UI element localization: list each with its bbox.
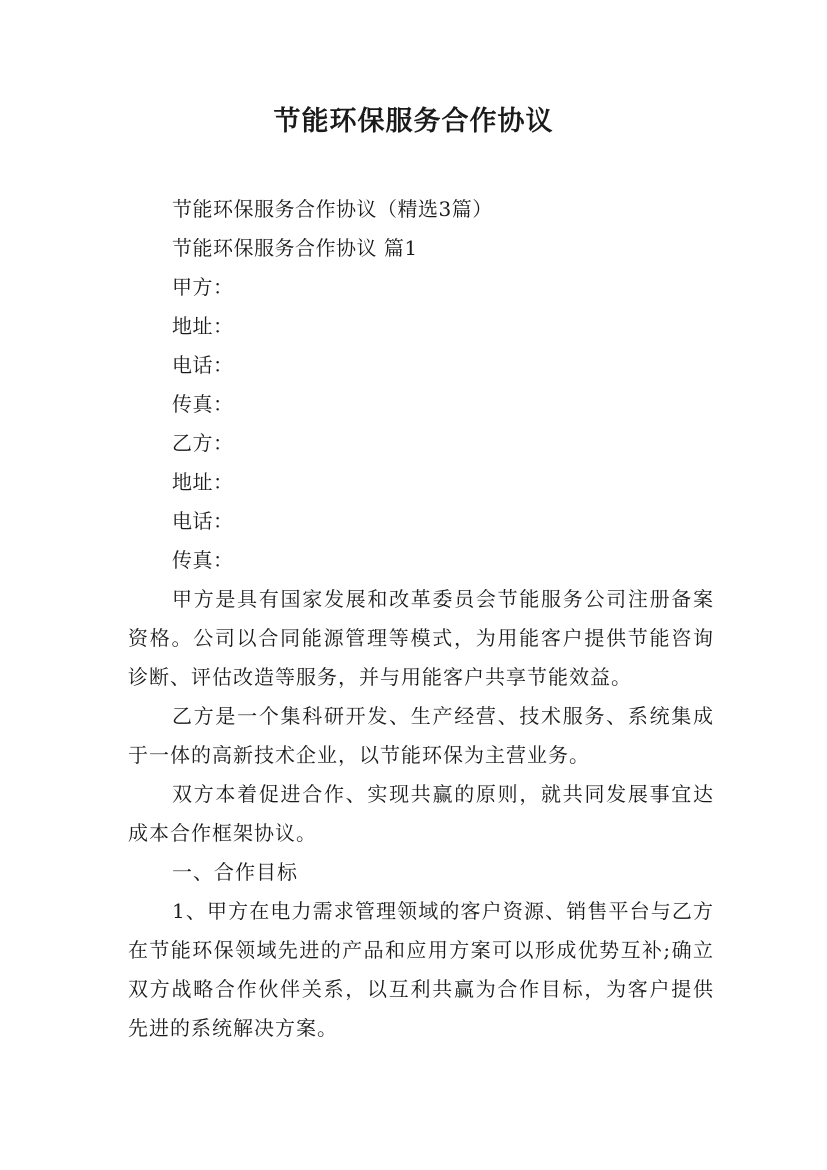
party-b-address-label: 地址： (172, 470, 234, 494)
heading-cooperation-goal: 一、合作目标 (172, 860, 298, 884)
subtitle-line: 节能环保服务合作协议（精选3篇） (172, 197, 493, 221)
party-a-address-label: 地址： (172, 314, 234, 338)
party-b-phone-label: 电话： (172, 509, 234, 533)
document-body (128, 190, 714, 1048)
party-a-label: 甲方： (172, 275, 234, 299)
party-b-label: 乙方： (172, 431, 234, 455)
section-heading: 节能环保服务合作协议 篇1 (172, 236, 418, 260)
party-a-phone-label: 电话： (172, 353, 234, 377)
paragraph-principle: 双方本着促进合作、实现共赢的原则，就共同发展事宜达成本合作框架协议。 (128, 782, 714, 845)
party-b-fax-label: 传真： (172, 548, 234, 572)
paragraph-party-b-intro: 乙方是一个集科研开发、生产经营、技术服务、系统集成于一体的高新技术企业，以节能环保为主营业务。 (128, 704, 714, 767)
paragraph-goal-1: 1、甲方在电力需求管理领域的客户资源、销售平台与乙方在节能环保领域先进的产品和应用方案可以形成优势互补;确立双方战略合作伙伴关系，以互利共赢为合作目标，为客户提供先进的系统解决方案。 (128, 899, 714, 1040)
party-a-fax-label: 传真： (172, 392, 234, 416)
document-title: 节能环保服务合作协议 (273, 106, 554, 137)
paragraph-party-a-intro: 甲方是具有国家发展和改革委员会节能服务公司注册备案资格。公司以合同能源管理等模式，为用能客户提供节能咨询诊断、评估改造等服务，并与用能客户共享节能效益。 (128, 587, 714, 689)
